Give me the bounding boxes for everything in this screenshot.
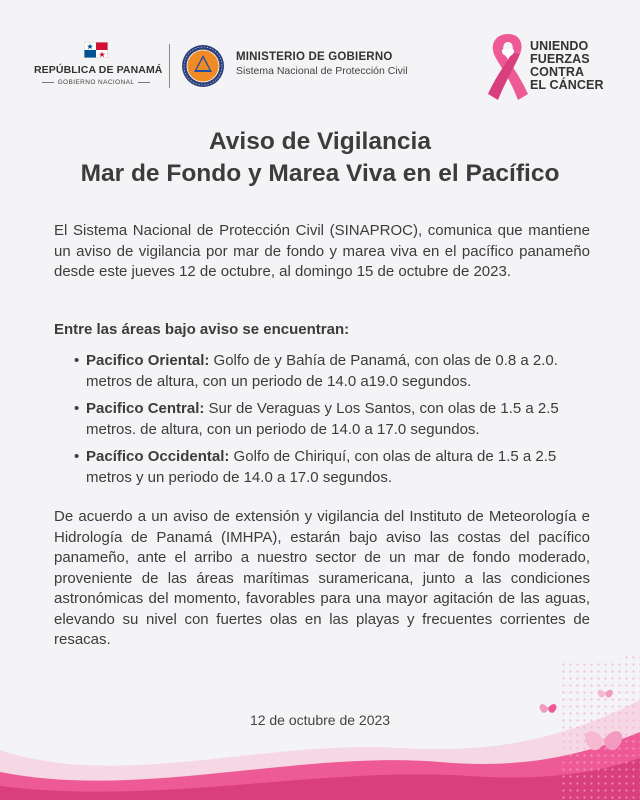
publication-date: 12 de octubre de 2023 [249,712,391,728]
list-item [74,351,590,392]
government-logo [34,42,163,86]
ministry-title: MINISTERIO DE GOBIERNO [236,51,393,63]
campaign-line-3: CONTRA [530,65,585,79]
area-name: Pacifico Oriental: [86,352,210,369]
area-description: Sur de Veraguas y Los Santos, con olas de 1.5 a 2.5 metros. de altura, con un periodo de 14.0 a 17.0 segundos. [86,400,559,438]
rule-left [42,82,54,83]
sinaproc-seal-icon [181,44,225,88]
bullet-icon: • [74,448,80,465]
areas-list [74,351,590,495]
area-name: Pacifico Central: [86,400,205,417]
title-line-2: Mar de Fondo y Marea Viva en el Pacífico [80,160,560,187]
intro-paragraph: El Sistema Nacional de Protección Civil (SINAPROC), comunica que mantiene un aviso de vigilancia por mar de fondo y marea viva en el pacífico panameño desde este jueves 12 de octubre, al domingo 15 de octubre de 2023. [54,222,590,280]
government-country: REPÚBLICA DE PANAMÁ [34,64,163,76]
closing-paragraph: De acuerdo a un aviso de extensión y vigilancia del Instituto de Meteorología e Hidrología de Panamá (IMHPA), estarán bajo aviso las costas del pacífico panameño, ante el arribo a nuestro sector de un mar de fondo moderado, proveniente de las áreas marítimas suramericana, junto a las condiciones astronómicas del momento, favorables para una mayor agitación de las aguas, elevando su nivel con fuertes olas en las playas y frecuentes corrientes de resacas. [54,508,590,648]
rule-right [138,82,150,83]
list-item [74,399,590,440]
ministry-block [236,51,408,77]
panama-flag-icon [84,42,108,58]
title-line-1: Aviso de Vigilancia [209,128,431,155]
page-title [0,126,640,190]
government-subtitle: GOBIERNO NACIONAL [57,79,135,86]
area-name: Pacífico Occidental: [86,448,230,465]
campaign-line-4: EL CÁNCER [530,78,604,92]
bullet-icon: • [74,400,80,417]
areas-heading: Entre las áreas bajo aviso se encuentran: [54,321,350,338]
header-divider [169,44,170,88]
pink-ribbon-icon [478,30,538,102]
list-item [74,447,590,488]
area-description: Golfo de y Bahía de Panamá, con olas de 0.8 a 2.0. metros de altura, con un periodo de 14.0 a19.0 segundos. [86,352,558,390]
bullet-icon: • [74,352,80,369]
campaign-slogan [530,40,604,92]
area-description: Golfo de Chiriquí, con olas de altura de 1.5 a 2.5 metros y un periodo de 14.0 a 17.0 segundos. [86,448,557,486]
campaign-line-1: UNIENDO [530,39,589,53]
ministry-subtitle: Sistema Nacional de Protección Civil [236,65,408,77]
campaign-line-2: FUERZAS [530,52,590,66]
